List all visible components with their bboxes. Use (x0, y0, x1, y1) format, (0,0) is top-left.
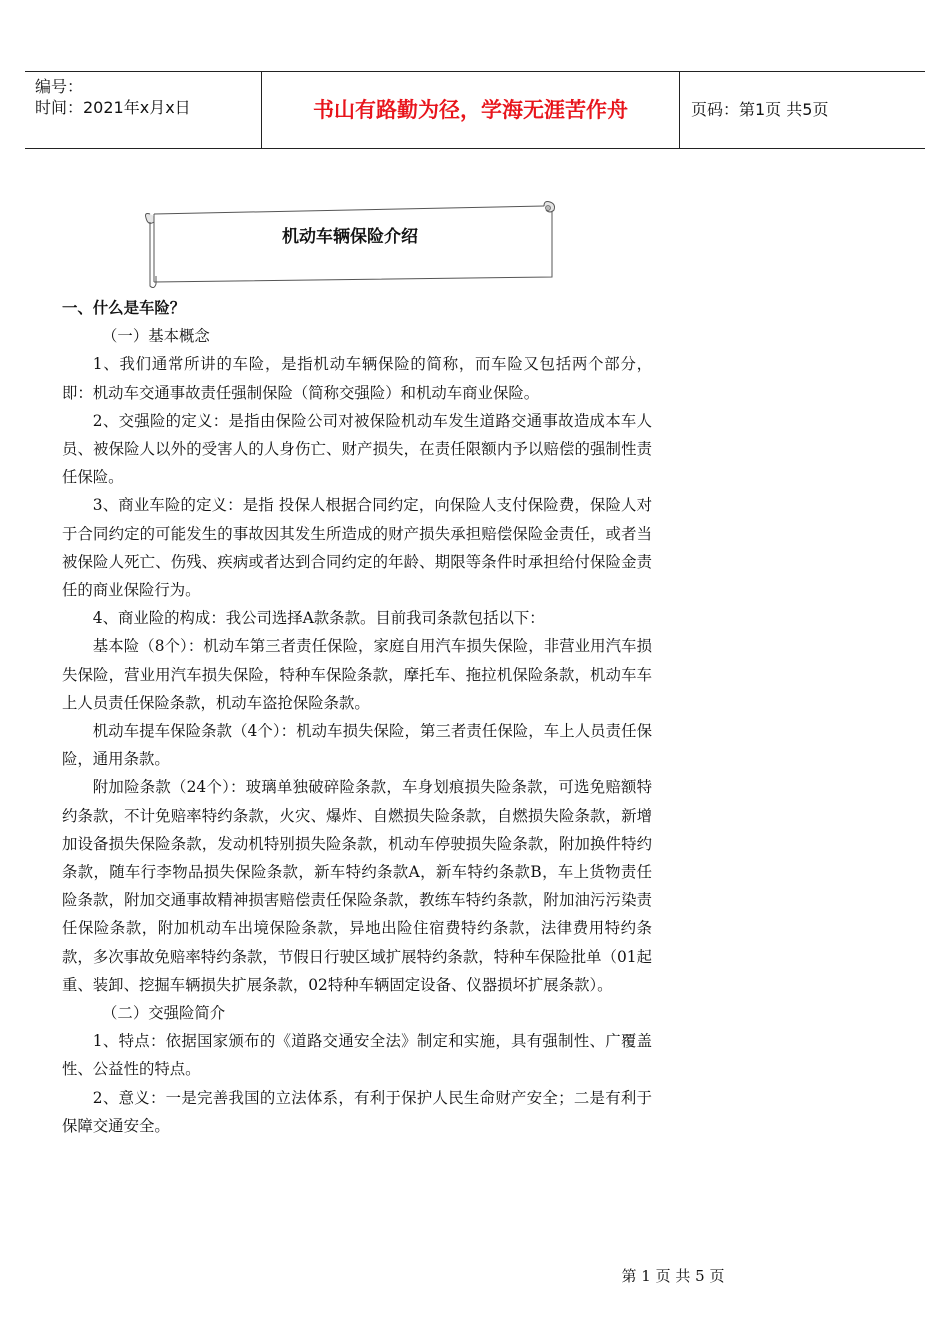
body-paragraph: 基本险（8个）：机动车第三者责任保险，家庭自用汽车损失保险，非营业用汽车损失保险，营业用汽车损失保险，特种车保险条款，摩托车、拖拉机保险条款，机动车车上人员责任保险条款，机动车盗抢保险条款。 (62, 637, 652, 712)
document-time-label: 时间：2021年x月x日 (35, 98, 191, 117)
document-title: 机动车辆保险介绍 (282, 227, 418, 247)
header-motto: 书山有路勤为径，学海无涯苦作舟 (313, 98, 628, 122)
body-paragraph: 4、商业险的构成：我公司选择A款条款。目前我司条款包括以下： (92, 609, 545, 628)
body-paragraph: 3、商业车险的定义：是指 投保人根据合同约定，向保险人支付保险费，保险人对于合同约定的可能发生的事故因其发生所造成的财产损失承担赔偿保险金责任，或者当被保险人死亡、伤残、疾病或者达到合同约定的年龄、期限等条件时承担给付保险金责任的商业保险行为。 (62, 496, 652, 600)
title-scroll-banner (140, 200, 560, 288)
document-body (62, 294, 652, 1140)
body-paragraph: 机动车提车保险条款（4个）：机动车损失保险，第三者责任保险，车上人员责任保险，通用条款。 (62, 722, 652, 769)
header-divider (679, 72, 680, 148)
header-meta (35, 76, 191, 118)
body-paragraph: 1、特点：依据国家颁布的《道路交通安全法》制定和实施，具有强制性、广覆盖性、公益性的特点。 (62, 1032, 652, 1079)
body-paragraph: 附加险条款（24个）：玻璃单独破碎险条款，车身划痕损失险条款，可选免赔额特约条款，不计免赔率特约条款，火灾、爆炸、自燃损失险条款，自燃损失险条款，新增加设备损失保险条款，发动机特别损失险条款，机动车停驶损失险条款，附加换件特约条款，随车行李物品损失保险条款，新车特约条款A，新车特约条款B，车上货物责任险条款，附加交通事故精神损害赔偿责任保险条款，教练车特约条款，附加油污污染责任保险条款，附加机动车出境保险条款，异地出险住宿费特约条款，法律费用特约条款，多次事故免赔率特约条款，节假日行驶区域扩展特约条款，特种车保险批单（01起重、装卸、挖掘车辆损失扩展条款，02特种车辆固定设备、仪器损坏扩展条款）。 (62, 778, 652, 994)
body-paragraph: 2、交强险的定义：是指由保险公司对被保险机动车发生道路交通事故造成本车人员、被保险人以外的受害人的人身伤亡、财产损失，在责任限额内予以赔偿的强制性责任保险。 (62, 411, 652, 487)
page-footer: 第 1 页 共 5 页 (621, 1267, 725, 1285)
header-page-indicator: 页码：第1页 共5页 (691, 100, 829, 119)
document-number-label: 编号： (35, 77, 84, 96)
section-heading: 一、什么是车险？ (62, 299, 186, 317)
subsection-heading: （一）基本概念 (102, 327, 210, 346)
page-header (25, 71, 925, 149)
subsection-heading: （二）交强险简介 (102, 1004, 226, 1023)
body-paragraph: 1、我们通常所讲的车险，是指机动车辆保险的简称，而车险又包括两个部分，即：机动车交通事故责任强制保险（简称交强险）和机动车商业保险。 (62, 355, 652, 402)
body-paragraph: 2、意义：一是完善我国的立法体系，有利于保护人民生命财产安全；二是有利于保障交通安全。 (62, 1088, 652, 1135)
